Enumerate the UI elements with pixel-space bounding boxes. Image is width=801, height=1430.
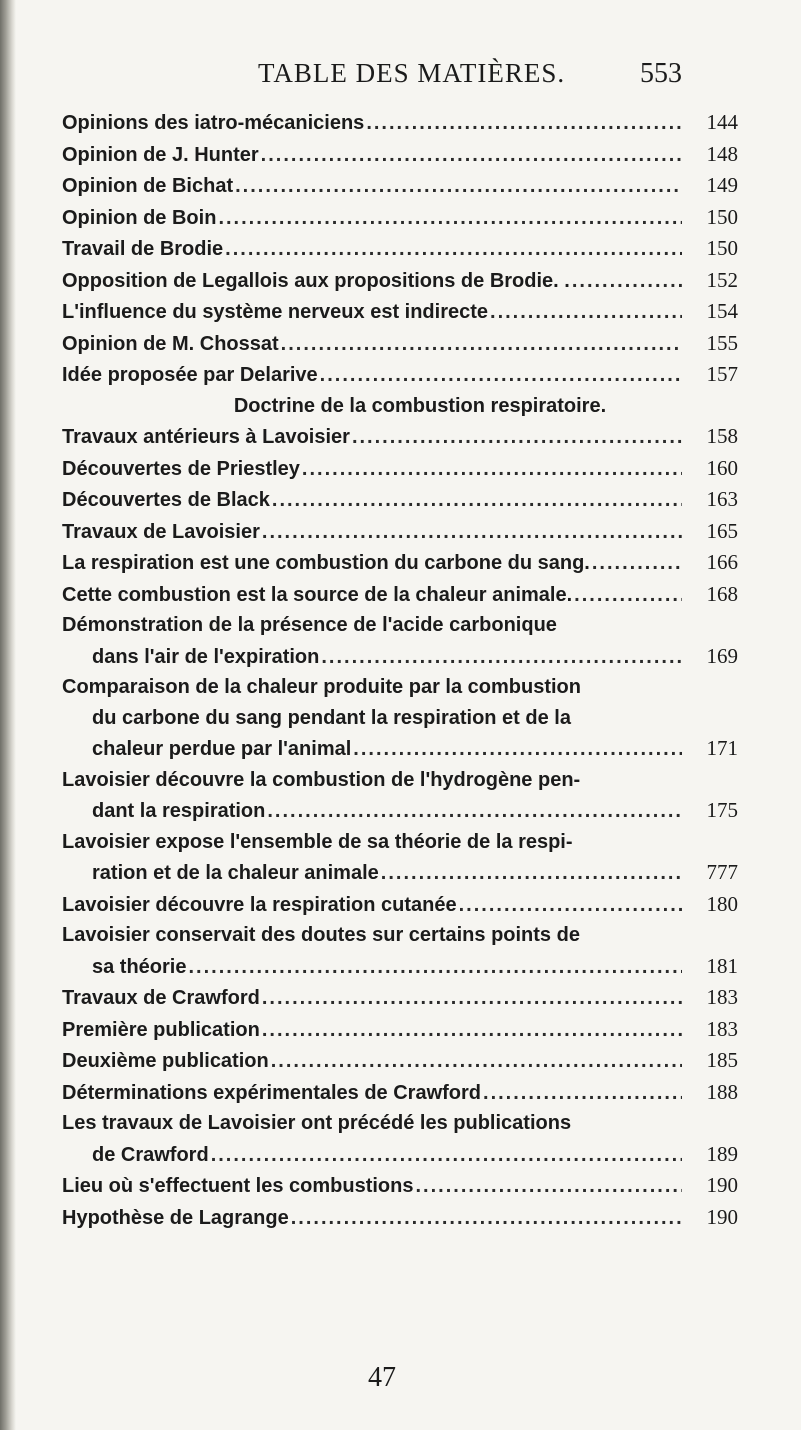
toc-entry	[62, 889, 738, 921]
toc-entry	[62, 107, 738, 139]
page-binding-shadow	[0, 0, 16, 1430]
toc-entry-line	[62, 827, 738, 858]
toc-entry-page: 166	[706, 550, 738, 574]
dot-leader	[260, 517, 682, 548]
toc-entry	[62, 233, 738, 265]
dot-leader	[413, 1171, 682, 1202]
toc-entry-line	[62, 920, 738, 951]
toc-entry-text: dans l'air de l'expiration	[92, 645, 320, 668]
toc-entry	[62, 359, 738, 391]
toc-entry-page: 183	[706, 1016, 738, 1041]
header-page-number: 553	[640, 58, 682, 89]
toc-entry	[62, 951, 738, 983]
toc-entry-page: 190	[706, 1173, 738, 1197]
toc-entry-page: 181	[706, 953, 738, 978]
toc-entry-text: Démonstration de la présence de l'acide carbonique	[62, 614, 557, 636]
toc-entry-text: du carbone du sang pendant la respiration et de la	[92, 706, 571, 729]
toc-entry-page: 171	[706, 736, 738, 760]
toc-entry-text: Travail de Brodie	[62, 238, 224, 260]
toc-entry-line	[62, 672, 738, 703]
toc-entry-page: 157	[706, 362, 738, 386]
toc-entry-page: 149	[706, 173, 738, 197]
dot-leader	[279, 329, 682, 360]
toc-entry-text: Lavoisier découvre la combustion de l'hydrogène pen-	[62, 768, 581, 791]
toc-entry-text: Lavoisier conservait des doutes sur certains points de	[62, 924, 580, 946]
dot-leader	[364, 108, 682, 139]
toc-entry-page: 152	[706, 267, 738, 292]
toc-entry-page: 150	[706, 204, 738, 229]
toc-entry-page: 154	[706, 299, 738, 323]
toc-entry-text: chaleur perdue par l'animal	[92, 738, 352, 760]
toc-entry	[62, 579, 738, 611]
running-header	[0, 58, 801, 98]
toc-entry-text: Travaux de Lavoisier	[62, 520, 260, 543]
toc-entry	[62, 1045, 738, 1077]
toc-entry-text: Travaux de Crawford	[62, 987, 260, 1009]
toc-entry-text: Opinion de M. Chossat	[62, 332, 279, 355]
toc-entry	[62, 421, 738, 453]
toc-section-heading	[62, 391, 738, 422]
toc-entry-page: 160	[706, 455, 738, 480]
toc-entry	[62, 265, 738, 297]
toc-entry-page: 158	[706, 424, 738, 448]
toc-entry	[62, 453, 738, 485]
dot-leader	[260, 1015, 682, 1046]
toc-entry-page: 144	[706, 110, 738, 134]
dot-leader	[379, 858, 682, 889]
dot-leader	[289, 1203, 682, 1234]
toc-entry-line	[62, 1108, 738, 1139]
dot-leader	[570, 266, 682, 297]
toc-entry-page: 190	[706, 1204, 738, 1229]
toc-entry-text: dant la respiration	[92, 800, 266, 822]
dot-leader	[572, 580, 682, 611]
toc-entry-page: 168	[706, 581, 738, 606]
dot-leader	[233, 171, 682, 202]
toc-entry-page: 185	[706, 1048, 738, 1072]
dot-leader	[265, 796, 682, 827]
toc-entry-text: Les travaux de Lavoisier ont précédé les publications	[62, 1112, 572, 1134]
toc-entry-text: Opinion de J. Hunter	[62, 143, 259, 166]
toc-entry-page: 180	[706, 891, 738, 916]
dot-leader	[259, 140, 682, 171]
signature-mark: 47	[368, 1362, 396, 1393]
toc-entry	[62, 795, 738, 827]
dot-leader	[319, 642, 682, 673]
toc-entry-text: Première publication	[62, 1018, 260, 1041]
toc-entry	[62, 733, 738, 765]
toc-entry-text: Découvertes de Black	[62, 489, 270, 511]
toc-entry-page: 155	[706, 330, 738, 355]
toc-entry-line	[62, 765, 738, 796]
toc-entry-text: Lavoisier découvre la respiration cutanée	[62, 893, 457, 916]
toc-entry-page: 189	[706, 1141, 738, 1166]
toc-entry	[62, 1077, 738, 1109]
toc-entry-text: Opposition de Legallois aux propositions de Brodie. .	[62, 269, 570, 292]
toc-entry	[62, 170, 738, 202]
toc-entry	[62, 202, 738, 234]
toc-entry-page: 165	[706, 518, 738, 543]
toc-entry-text: Déterminations expérimentales de Crawford	[62, 1081, 482, 1104]
dot-leader	[300, 454, 682, 485]
toc-entry-text: L'influence du système nerveux est indirecte	[62, 301, 489, 323]
toc-entry-text: Opinion de Bichat	[62, 175, 234, 197]
toc-entry	[62, 1139, 738, 1171]
toc-entry-page: 169	[706, 643, 738, 668]
dot-leader	[590, 548, 682, 579]
header-title: TABLE DES MATIÈRES.	[258, 58, 566, 88]
toc-entry	[62, 139, 738, 171]
toc-entry-text: La respiration est une combustion du carbone du sang.	[62, 552, 590, 574]
toc-entry-line	[62, 703, 738, 734]
toc-entry-text: Découvertes de Priestley	[62, 457, 300, 480]
toc-entry-text: Opinions des iatro-mécaniciens	[62, 112, 365, 134]
toc-entry-text: ration et de la chaleur animale	[92, 862, 379, 884]
toc-entry	[62, 296, 738, 328]
toc-entry-text: Opinion de Boin	[62, 206, 217, 229]
toc-entry	[62, 857, 738, 889]
dot-leader	[270, 485, 682, 516]
table-of-contents	[62, 107, 738, 1233]
toc-entry-page: 183	[706, 985, 738, 1009]
toc-entry-text: Deuxième publication	[62, 1050, 269, 1072]
toc-entry-page: 148	[706, 141, 738, 166]
toc-entry-page: 175	[706, 798, 738, 822]
toc-entry	[62, 516, 738, 548]
dot-leader	[209, 1140, 682, 1171]
dot-leader	[269, 1046, 682, 1077]
toc-entry	[62, 328, 738, 360]
dot-leader	[186, 952, 682, 983]
toc-entry-text: de Crawford	[92, 1143, 209, 1166]
toc-entry-text: Cette combustion est la source de la chaleur animale.	[62, 583, 573, 606]
dot-leader	[481, 1078, 682, 1109]
toc-entry	[62, 547, 738, 579]
toc-entry-line	[62, 610, 738, 641]
toc-entry	[62, 484, 738, 516]
toc-entry-page: 188	[706, 1079, 738, 1104]
toc-entry	[62, 1202, 738, 1234]
toc-entry-text: Lavoisier expose l'ensemble de sa théorie de la respi-	[62, 830, 573, 853]
dot-leader	[223, 234, 682, 265]
dot-leader	[351, 734, 682, 765]
dot-leader	[488, 297, 682, 328]
toc-entry	[62, 641, 738, 673]
dot-leader	[318, 360, 682, 391]
toc-entry	[62, 1170, 738, 1202]
toc-entry-text: Hypothèse de Lagrange	[62, 1206, 289, 1229]
toc-entry	[62, 982, 738, 1014]
dot-leader	[350, 422, 682, 453]
toc-entry-page: 163	[706, 487, 738, 511]
toc-entry-page: 150	[706, 236, 738, 260]
dot-leader	[260, 983, 682, 1014]
toc-entry-text: sa théorie	[92, 955, 187, 978]
dot-leader	[216, 203, 682, 234]
toc-entry-text: Comparaison de la chaleur produite par la combustion	[62, 676, 581, 698]
toc-entry-text: Travaux antérieurs à Lavoisier	[62, 426, 350, 448]
section-heading-text: Doctrine de la combustion respiratoire.	[233, 394, 607, 417]
toc-entry-text: Lieu où s'effectuent les combustions	[62, 1175, 414, 1197]
toc-entry-page: 777	[706, 860, 738, 884]
toc-entry-text: Idée proposée par Delarive	[62, 364, 318, 386]
dot-leader	[457, 890, 682, 921]
toc-entry	[62, 1014, 738, 1046]
